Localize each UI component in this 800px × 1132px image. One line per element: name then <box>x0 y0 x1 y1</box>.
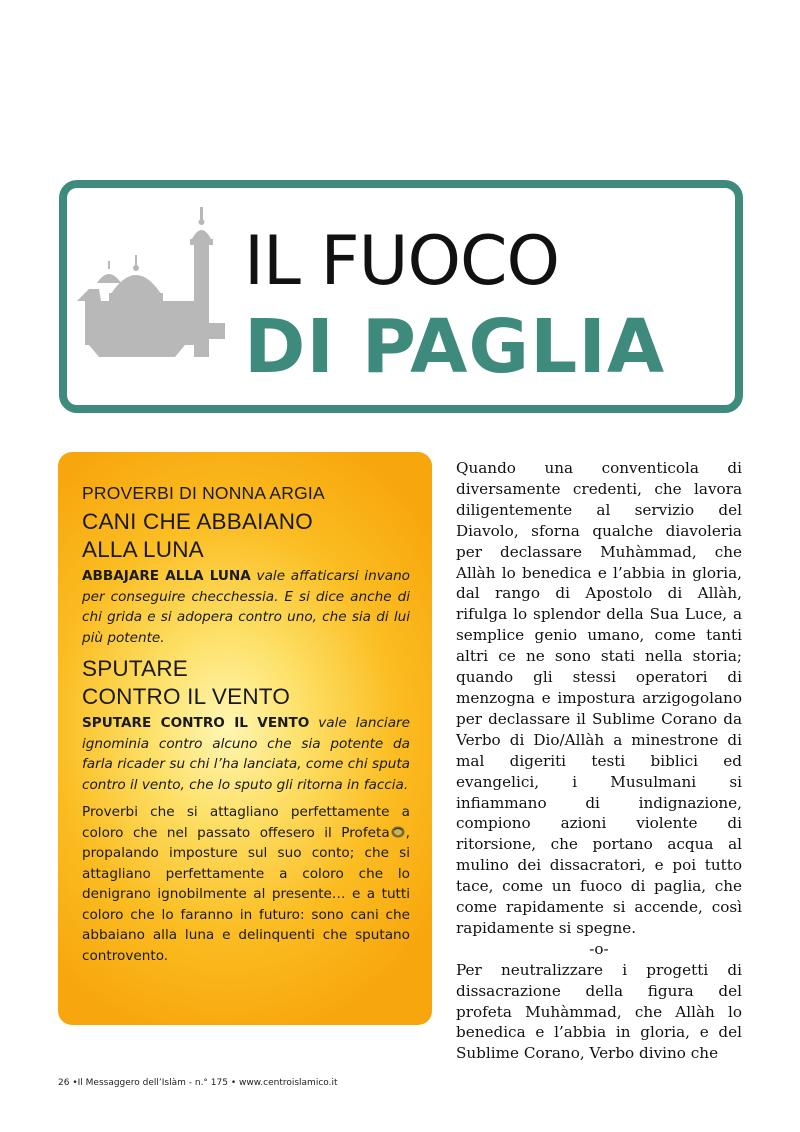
section-1-term: ABBAJARE ALLA LUNA <box>82 568 251 584</box>
box-kicker: PROVERBI DI NONNA ARGIA <box>82 483 325 503</box>
article-column <box>456 458 742 1064</box>
section-1-heading-line-a: CANI CHE ABBAIANO <box>82 509 313 534</box>
title-line-2: DI PAGLIA <box>244 304 666 390</box>
mosque-silhouette-icon <box>75 205 235 365</box>
article-separator: -o- <box>589 939 609 958</box>
section-2-definition: vale lanciare ignominia contro alcuno che sia potente da farla ricader su chi l’ha lanciata, come chi sputa contro il vento, che lo sputo gli ritorna in faccia. <box>82 715 410 793</box>
section-2-heading-line-a: SPUTARE <box>82 656 189 681</box>
section-2-heading-line-b: CONTRO IL VENTO <box>82 684 291 709</box>
section-1-text <box>82 566 410 648</box>
article-paragraph-2: Per neutralizzare i progetti di dissacrazione della figura del profeta Muhàmmad, che Allàh lo benedica e l’abbia in gloria, e del Sublime Corano, Verbo divino che <box>456 960 742 1063</box>
proverb-box <box>58 452 432 1025</box>
section-1-definition: vale affaticarsi invano per conseguire checchessia. E si dice anche di chi grida e si adopera contro uno, che sia di lui più potente. <box>82 568 410 646</box>
closing-text-b: , propalando imposture sul suo conto; che si attagliano perfettamente a coloro che lo denigrano ignobilmente al presente… e a tutti coloro che lo faranno in futuro: sono cani che abbaiano alla luna e delinquenti che sputano controvento. <box>82 824 410 964</box>
section-1-heading <box>82 508 410 564</box>
section-2-heading <box>82 655 410 711</box>
closing-text-a: Proverbi che si attagliano perfettamente a coloro che nel passato offesero il Profeta <box>82 804 410 841</box>
section-1-heading-line-b: ALLA LUNA <box>82 537 204 562</box>
section-2-text <box>82 713 410 795</box>
title-line-1: IL FUOCO <box>244 222 559 301</box>
closing-paragraph <box>82 802 410 966</box>
page-footer: 26 •Il Messaggero dell’Islàm - n.° 175 • www.centroislamico.it <box>58 1078 338 1088</box>
pbuh-seal-icon <box>391 825 405 838</box>
section-2-term: SPUTARE CONTRO IL VENTO <box>82 715 310 731</box>
article-paragraph-1: Quando una conventicola di diversamente credenti, che lavora diligentemente al servizio del Diavolo, sforna qualche diavoleria per declassare Muhàmmad, che Allàh lo benedica e l’abbia in gloria, dal rango di Apostolo di Allàh, rifulga lo splendor della Sua Luce, a semplice genio umano, come tanti altri ce ne sono stati nella storia; quando gli stessi operatori di menzogna e impostura arzigogolano per declassare il Sublime Corano da Verbo di Dio/Allàh a minestrone di mal digeriti testi biblici ed evangelici, i Musulmani si infiammano di indignazione, compiono azioni violente di ritorsione, che portano acqua al mulino dei dissacratori, e poi tutto tace, come un fuoco di paglia, che come rapidamente si accende, così rapidamente si spegne. <box>456 459 742 937</box>
